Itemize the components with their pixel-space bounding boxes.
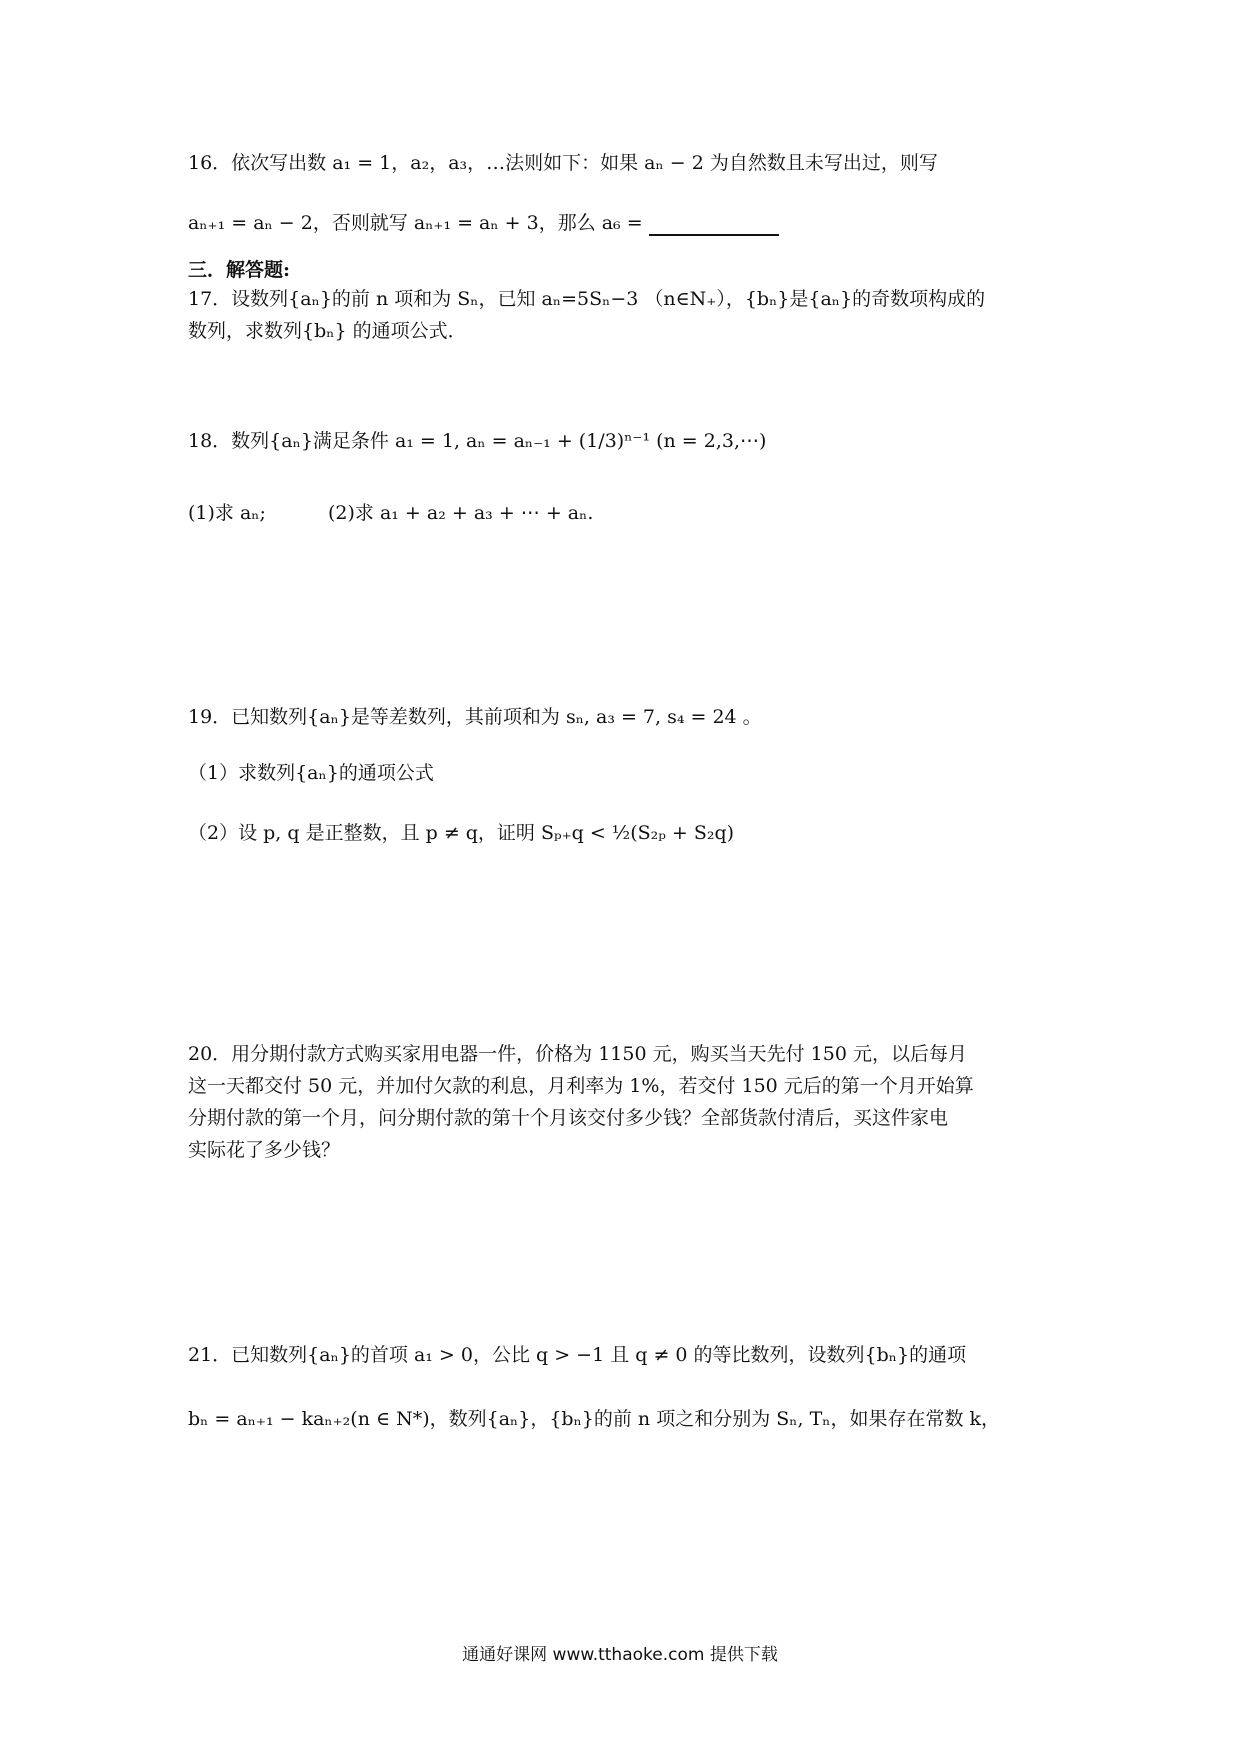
page-footer: 通通好课网 www.tthaoke.com 提供下载: [462, 1645, 778, 1665]
q21-line1: 21．已知数列{aₙ}的首项 a₁ > 0，公比 q > −1 且 q ≠ 0 的等比数列，设数列{bₙ}的通项: [188, 1344, 967, 1366]
section-title: 三．解答题:: [188, 259, 291, 281]
q20-line3: 分期付款的第一个月，问分期付款的第十个月该交付多少钱？全部货款付清后，买这件家电: [188, 1107, 949, 1129]
q18-part1: (1)求 aₙ;: [188, 502, 266, 524]
q21-line2: bₙ = aₙ₊₁ − kaₙ₊₂(n ∈ N*)，数列{aₙ}，{bₙ}的前 n 项之和分别为 Sₙ, Tₙ，如果存在常数 k，: [188, 1408, 1001, 1430]
q16-line1: 16．依次写出数 a₁ = 1，a₂，a₃，…法则如下：如果 aₙ − 2 为自然数且未写出过，则写: [188, 152, 938, 174]
q17-line1: 17．设数列{aₙ}的前 n 项和为 Sₙ，已知 aₙ=5Sₙ−3 （n∈N₊），{bₙ}是{aₙ}的奇数项构成的: [188, 288, 986, 310]
q19-part2: （2）设 p, q 是正整数，且 p ≠ q，证明 Sₚ₊q < ½(S₂ₚ + S₂q): [188, 822, 735, 844]
q16-line2: [188, 210, 779, 236]
q20-line4: 实际花了多少钱？: [188, 1139, 341, 1161]
q18-line1: 18．数列{aₙ}满足条件 a₁ = 1, aₙ = aₙ₋₁ + (1/3)ⁿ⁻¹ (n = 2,3,⋯): [188, 430, 767, 452]
answer-blank: [649, 216, 779, 236]
q17-line2: 数列，求数列{bₙ} 的通项公式．: [188, 320, 467, 342]
q16-line2-text: aₙ₊₁ = aₙ − 2，否则就写 aₙ₊₁ = aₙ + 3，那么 a₆ =: [188, 212, 643, 234]
q19-line1: 19．已知数列{aₙ}是等差数列，其前项和为 sₙ, a₃ = 7, s₄ = 24 。: [188, 706, 762, 728]
q20-line1: 20．用分期付款方式购买家用电器一件，价格为 1150 元，购买当天先付 150 元，以后每月: [188, 1043, 967, 1065]
q18-part2: (2)求 a₁ + a₂ + a₃ + ⋯ + aₙ.: [328, 502, 594, 524]
q19-part1: （1）求数列{aₙ}的通项公式: [188, 762, 434, 784]
q20-line2: 这一天都交付 50 元，并加付欠款的利息，月利率为 1%，若交付 150 元后的第一个月开始算: [188, 1075, 974, 1097]
